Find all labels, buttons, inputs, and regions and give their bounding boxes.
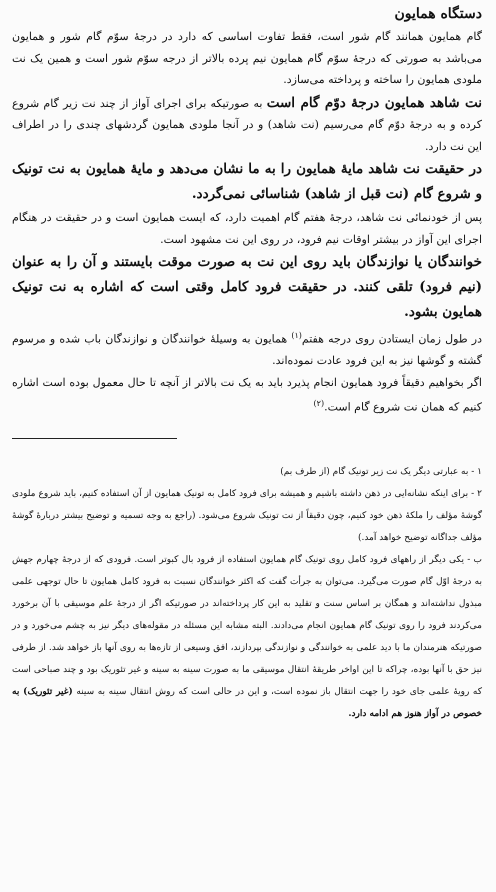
witness-note-text: به صورتیکه برای اجرای آواز از چند نت زیر گام شروع کرده و به درجهٔ دوّم گام می‌رسیم (نت شاهد) و در آنجا ملودی همایون گردشهای چندی را در اطراف این نت دارد.: [12, 96, 482, 153]
paragraph-full-cadence: [12, 372, 482, 419]
paragraph-emphasis-2: خوانندگان یا نوازندگان باید روی این نت به صورت موقت بایستند و آن را به عنوان (نیم فرود) تلقی کنند. در حقیقت فرود کامل وقتی است که اشاره به نت تونیک همایون بشود.: [12, 254, 482, 320]
paragraph-witness-note: [12, 93, 482, 158]
footnote-ref-1: (۱): [291, 331, 302, 340]
footnote-2: ۲ - برای اینکه نشانه‌ایی در ذهن داشته باشیم و همیشه برای فرود کامل به تونیک همایون از آن استفاده کنیم، باید شروع ملودی گوشهٔ مؤلف را ملکهٔ ذهن خود کنیم، چون دقیقاً از نت تونیک شروع می‌شود. (راجع به وجه تسمیه و توضیح بیشتر دربارهٔ گوشهٔ مؤلف جداگانه توضیح خواهد آمد.): [12, 489, 482, 544]
footnote-1: ۱ - به عبارتی دیگر یک نت زیر تونیک گام (از طرف بم): [280, 467, 482, 478]
footnote-ref-2: (۲): [313, 399, 325, 409]
custom-text-b: همایون به وسیلهٔ خوانندگان و نوازندگان باب شده و مرسوم گشته و گوشها نیز به این فرود عادت نموده‌اند.: [12, 332, 482, 368]
footnote-3-text: ب - یکی دیگر از راههای فرود کامل روی تونیک گام همایون استفاده از فرود بال کبوتر است. فرودی که از درجهٔ چهارم جهش به درجهٔ اوّل گام صورت می‌گیرد. می‌توان به جرأت گفت که اکثر خوانندگان نسبت به فرود کامل همایون تا حال توجهی علمی مبذول نداشته‌اند و همگان بر اساس سنت و تقلید به این کار پرداخته‌اند در صورتیکه اگر از درجهٔ علم موسیقی با آن برخورد می‌کردند فرود را روی تونیک گام همایون انجام می‌دادند. البته مشابه این مسئله در مقوله‌های دیگر نیز به چشم می‌خورد و در صورتیکه هنرمندان ما با دید علمی به خوانندگی و نوازندگی بپردازند، افق وسیعی از تازه‌ها به روی آنها باز خواهد شد. از طرفی نیز حق با آنها بوده، چراکه تا این اواخر طریقهٔ انتقال موسیقی ما به صورت سینه به سینه و غیر تئوریک بود و چند صباحی است که رویهٔ علمی جای خود را جهت انتقال باز نموده است، و این در حالی است که روش انتقال سینه به سینه: [12, 555, 483, 698]
custom-text-a: در طول زمان ایستادن روی درجه هفتم: [301, 332, 482, 346]
footnote-3: [12, 549, 482, 725]
paragraph-emphasis-1: در حقیقت نت شاهد مایهٔ همایون را به ما نشان می‌دهد و مایهٔ همایون به نت تونیک و شروع گام (نت قبل از شاهد) شناسائی نمی‌گردد.: [12, 161, 482, 202]
footnote-divider: [12, 438, 177, 439]
cadence-text: اگر بخواهیم دقیقاً فرود همایون انجام پذیرد باید به یک نت بالاتر از آنچه تا حال معمول بوده است اشاره کنیم که همان نت شروع گام است.: [12, 375, 482, 414]
section-title: دستگاه همایون: [394, 6, 482, 22]
footnote-3-bold: (غیر تئوریک) به خصوص در آواز هنوز هم ادامه دارد.: [12, 687, 482, 720]
paragraph-seventh-degree: پس از خودنمائی نت شاهد، درجهٔ هفتم گام اهمیت دارد، که ایست همایون است و در حقیقت در هنگام اجرای این آواز در بیشتر اوقات نیم فرود، در روی این نت مشهود است.: [12, 211, 482, 246]
paragraph-scale: گام همایون همانند گام شور است، فقط تفاوت اساسی که دارد در درجهٔ سوّم گام شور و همایون می‌باشد به صورتی که درجهٔ سوّم گام همایون نیم پرده بالاتر از درجه سوّم شور است و همین یک نت ملودی همایون را ساخته و پرداخته می‌سازد.: [12, 30, 482, 86]
paragraph-custom: [12, 325, 482, 372]
witness-note-heading: نت شاهد همایون درجهٔ دوّم گام است: [266, 94, 482, 111]
